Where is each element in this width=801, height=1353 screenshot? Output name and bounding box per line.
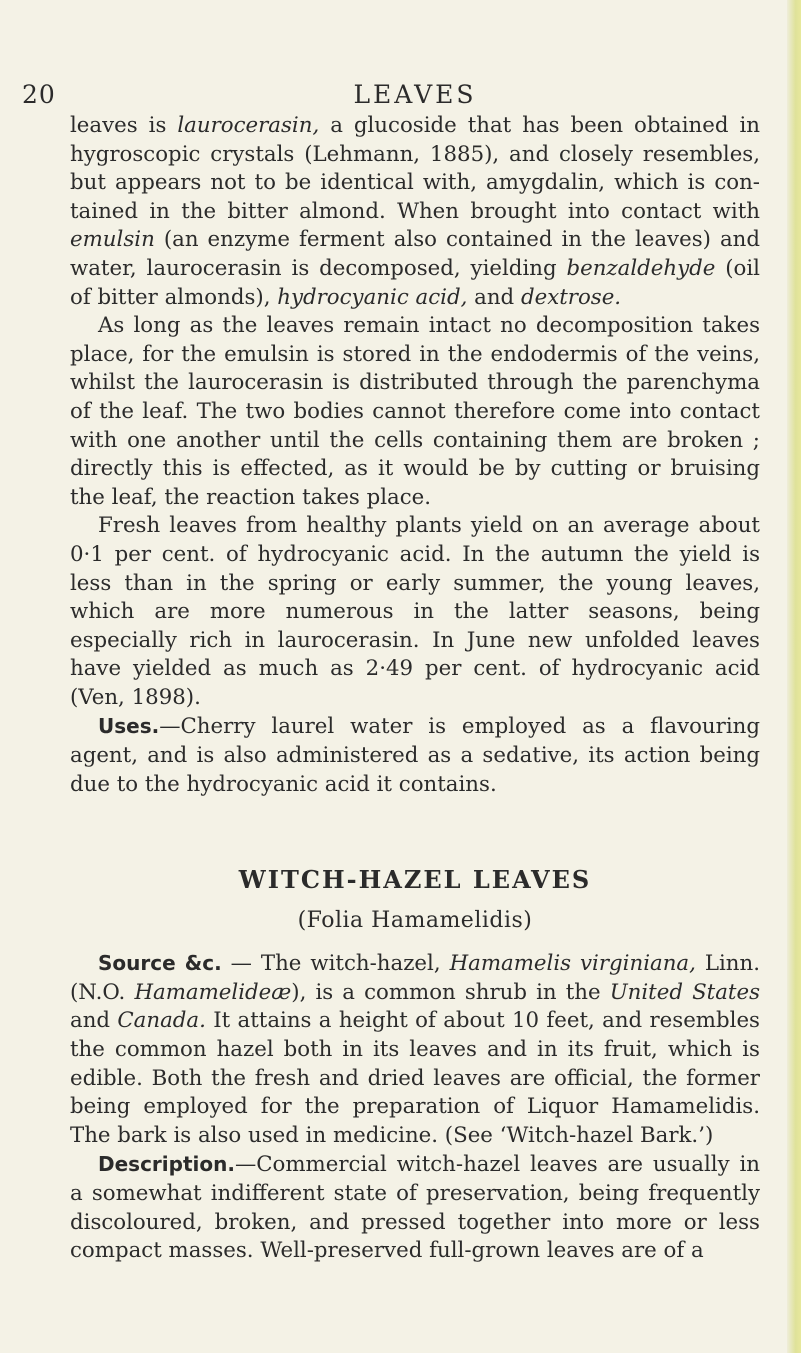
text-run: ), is a common shrub in the bbox=[291, 979, 610, 1005]
text-run: Linn. (N.O. bbox=[70, 951, 761, 1005]
italic-term: Hamamelideæ bbox=[134, 979, 292, 1005]
page-header bbox=[22, 0, 760, 112]
text-run: and bbox=[467, 284, 521, 310]
paragraph-decomposition: As long as the leaves remain intact no decomposition takes place, for the emulsin is stored in the endodermis of the veins, whilst the laurocerasin is distributed through the parenchyma of the leaf. The two bodies cannot therefore come into contact with one another until the cells containing them are broken ; directly this is effected, as it would be by cutting or bruising the leaf, the reaction takes place. bbox=[70, 313, 760, 510]
text-run: and bbox=[70, 1008, 118, 1034]
paragraph-description bbox=[70, 1150, 760, 1265]
italic-term: Canada. bbox=[117, 1008, 206, 1034]
text-run: (an enzyme ferment also contained in the leaves) and water, laurocerasin is decomposed, yielding bbox=[70, 227, 760, 281]
body-text bbox=[70, 112, 760, 1266]
paragraph-laurocerasin bbox=[70, 112, 760, 312]
italic-term: United States bbox=[609, 979, 761, 1005]
text-run: leaves is bbox=[70, 113, 178, 138]
italic-term: laurocerasin, bbox=[177, 113, 320, 138]
text-run: — The witch-hazel, bbox=[221, 951, 450, 977]
section-title: WITCH-HAZEL LEAVES bbox=[238, 865, 592, 895]
italic-term: emulsin bbox=[70, 227, 155, 253]
italic-term: dextrose. bbox=[520, 284, 622, 310]
text-run: a glucoside that has been obtained in hygroscopic crystals (Lehmann, 1885), and closely resembles, but appears not to be identical with, amygdalin, which is con-tained in the bitter almond. When brought into contact with bbox=[70, 113, 760, 224]
section-subtitle: (Folia Hamamelidis) bbox=[297, 908, 533, 934]
paragraph-uses bbox=[70, 712, 760, 799]
paragraph-source bbox=[70, 949, 760, 1150]
page-number: 20 bbox=[22, 80, 56, 109]
text-run: (oil of bitter almonds), bbox=[70, 255, 760, 310]
page-edge bbox=[787, 0, 801, 1353]
running-head: LEAVES bbox=[353, 80, 477, 109]
paragraph-yield: Fresh leaves from healthy plants yield on an average about 0·1 per cent. of hydrocyanic acid. In the autumn the yield is less than in the spring or early summer, the young leaves, which are more numerous in the latter seasons, being especially rich in laurocerasin. In June new unfolded leaves have yielded as much as 2·49 per cent. of hydrocyanic acid (Ven, 1898). bbox=[70, 513, 760, 710]
italic-term: Hamamelis virginiana, bbox=[449, 951, 696, 977]
text-run: It attains a height of about 10 feet, and resembles the common hazel both in its leaves and in its fruit, which is edible. Both the fresh and dried leaves are official, the former being employed for the preparation of Liquor Hamamelidis. The bark is also used in medicine. (See ‘Witch-hazel Bark.’) bbox=[70, 1008, 760, 1148]
source-heading: Source &c. bbox=[98, 951, 222, 976]
description-text: —Commercial witch-hazel leaves are usually in a somewhat indifferent state of preservation, being frequently discoloured, broken, and pressed together into more or less compact masses. Well-preserved full-grown leaves are of a bbox=[70, 1152, 760, 1264]
italic-term: hydrocyanic acid, bbox=[277, 284, 468, 310]
uses-text: —Cherry laurel water is employed as a flavouring agent, and is also administered as a sedative, its action being due to the hydrocyanic acid it contains. bbox=[70, 714, 760, 797]
description-heading: Description. bbox=[98, 1152, 235, 1177]
italic-term: benzaldehyde bbox=[566, 255, 716, 281]
uses-heading: Uses. bbox=[98, 714, 160, 739]
book-page bbox=[22, 0, 761, 1266]
